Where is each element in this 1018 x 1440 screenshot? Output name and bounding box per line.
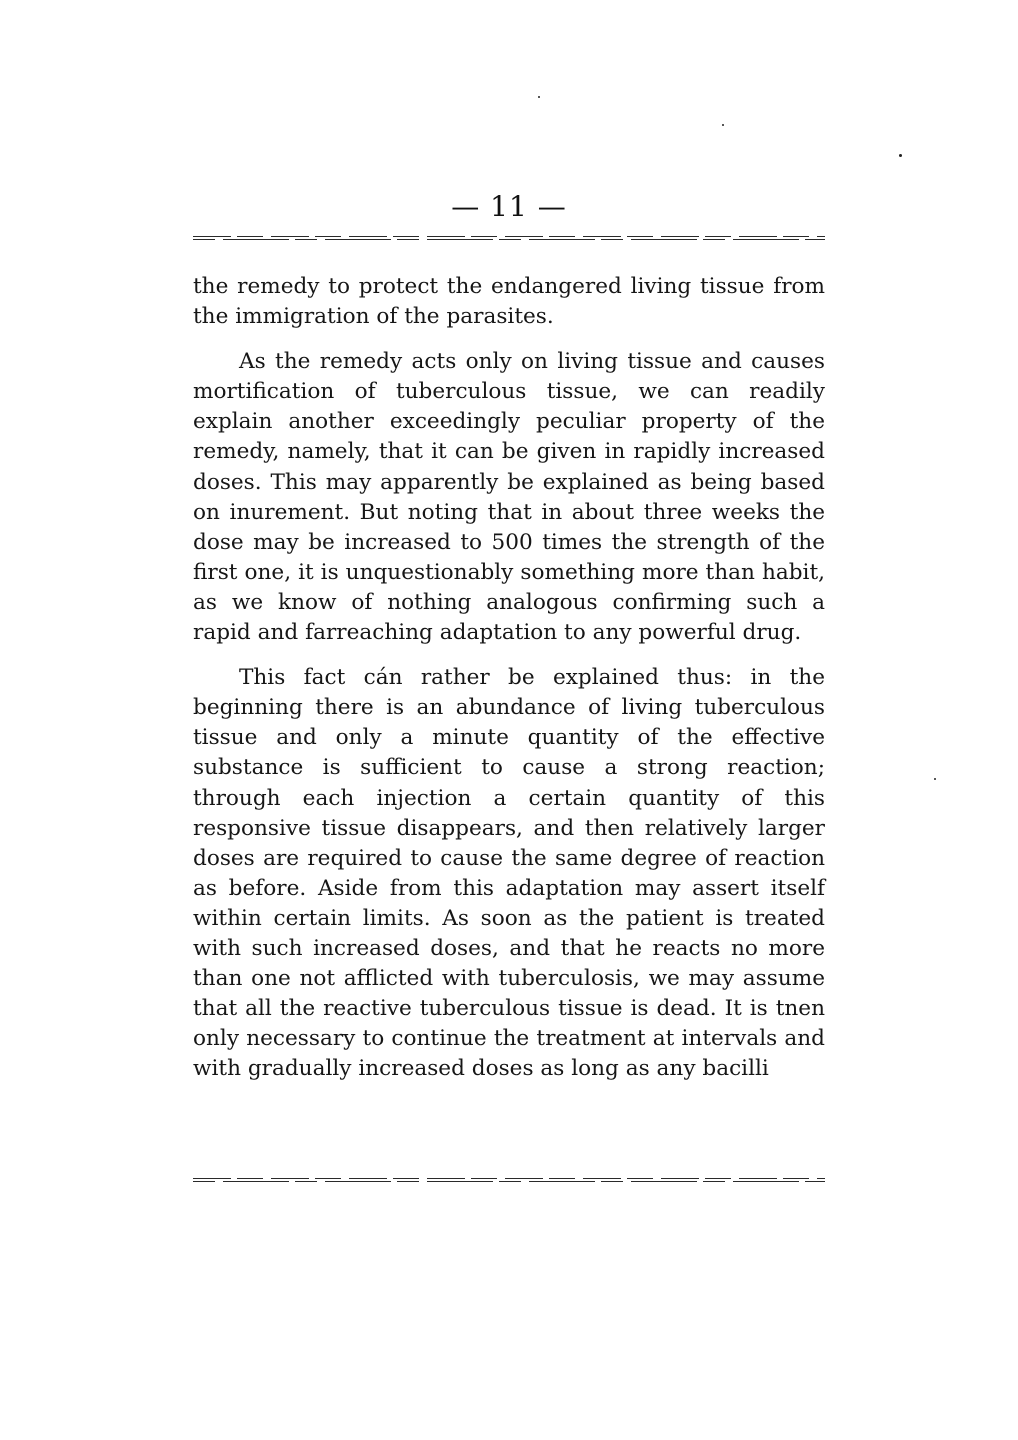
header-rule <box>193 236 825 241</box>
print-speck <box>538 96 540 98</box>
footer-rule <box>193 1178 825 1183</box>
paragraph-continuation: the remedy to protect the endangered living tissue from the immigration of the parasites. <box>193 274 825 330</box>
page-number: — 11 — <box>451 190 567 223</box>
paragraph-explanation: This fact cán rather be explained thus: in the beginning there is an abundance of living tuberculous tissue and only a minute quantity of the effective substance is sufficient to cause a strong reaction; through each injection a certain quantity of this responsive tissue disappears, and then relatively larger doses are required to cause the same degree of reaction as before. Aside from this adaptation may assert itself within certain limits. As soon as the patient is treated with such increased doses, and that he reacts no more than one not afflicted with tuberculosis, we may assume that all the reactive tuberculous tissue is dead. It is tnen only necessary to continue the treatment at intervals and with gradually increased doses as long as any bacilli <box>193 665 825 1082</box>
paragraph-remedy-doses: As the remedy acts only on living tissue and causes mortification of tuberculous tissue, we can readily explain another exceedingly peculiar property of the remedy, namely, that it can be given in rapidly increased doses. This may apparently be explained as being based on inurement. But noting that in about three weeks the dose may be increased to 500 times the strength of the first one, it is unquestionably something more than habit, as we know of nothing analogous confirming such a rapid and farreaching adaptation to any powerful drug. <box>193 349 825 646</box>
print-speck <box>934 778 936 780</box>
body-text <box>193 272 825 1084</box>
print-speck <box>899 154 902 157</box>
print-speck <box>722 124 724 126</box>
